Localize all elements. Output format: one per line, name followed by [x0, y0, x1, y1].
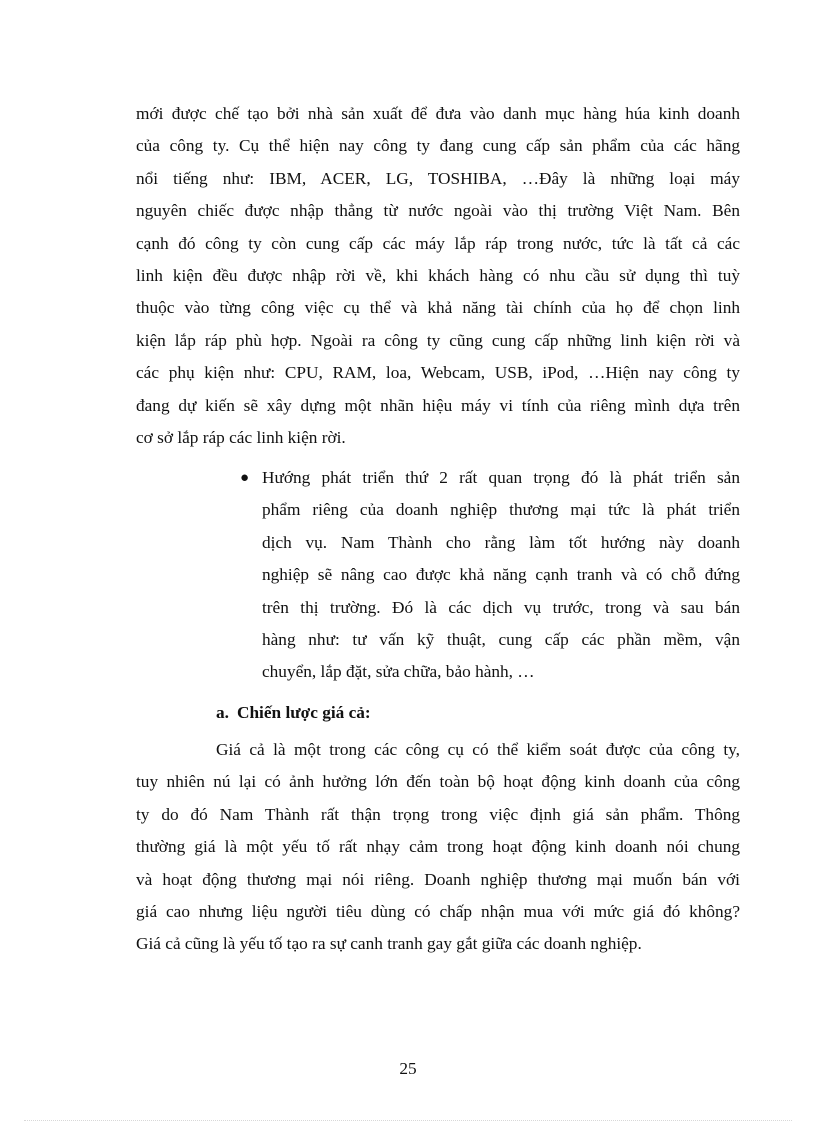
text-line: cạnh đó công ty còn cung cấp các máy lắp ráp trong nước, tức là tất cả các — [136, 233, 740, 253]
body-paragraph-products — [136, 98, 740, 454]
body-paragraph-pricing — [136, 734, 740, 961]
text-line: nghiệp sẽ nâng cao được khả năng cạnh tranh và có chỗ đứng — [262, 565, 740, 585]
text-line: và hoạt động thương mại nói riêng. Doanh nghiệp thương mại muốn bán với — [136, 869, 740, 889]
text-line: của công ty. Cụ thể hiện nay công ty đang cung cấp sản phẩm của các hãng — [136, 136, 740, 156]
text-line: chuyển, lắp đặt, sửa chữa, bảo hành, … — [262, 662, 535, 682]
section-heading-label: a. — [216, 703, 229, 722]
text-line: ty do đó Nam Thành rất thận trọng trong việc định giá sản phẩm. Thông — [136, 804, 740, 824]
text-line: phẩm riêng của doanh nghiệp thương mại tức là phát triển — [262, 500, 740, 520]
text-line: kiện lắp ráp phù hợp. Ngoài ra công ty cũng cung cấp những linh kiện rời và — [136, 330, 740, 350]
text-line: Giá cả là một trong các công cụ có thể kiểm soát được của công ty, — [216, 740, 740, 759]
text-line: trên thị trường. Đó là các dịch vụ trước, trong và sau bán — [262, 597, 740, 617]
text-line: đang dự kiến sẽ xây dựng một nhãn hiệu máy vi tính của riêng mình dựa trên — [136, 395, 740, 415]
text-line: thuộc vào từng công việc cụ thể và khả năng tài chính của họ để chọn linh — [136, 298, 740, 318]
text-line: nguyên chiếc được nhập thẳng từ nước ngoài vào thị trường Việt Nam. Bên — [136, 201, 740, 221]
text-line: giá cao nhưng liệu người tiêu dùng có chấp nhận mua với mức giá đó không? — [136, 901, 740, 921]
text-line: linh kiện đều được nhập rời về, khi khách hàng có nhu cầu sử dụng thì tuỳ — [136, 265, 740, 285]
section-heading — [216, 697, 371, 729]
bullet-item-services — [240, 462, 740, 689]
text-line: cơ sở lắp ráp các linh kiện rời. — [136, 427, 346, 447]
text-line: tuy nhiên nú lại có ảnh hưởng lớn đến toàn bộ hoạt động kinh doanh của công — [136, 772, 740, 792]
text-line: dịch vụ. Nam Thành cho rằng làm tốt hướng này doanh — [262, 532, 740, 552]
text-line: mới được chế tạo bởi nhà sản xuất để đưa vào danh mục hàng húa kinh doanh — [136, 104, 740, 123]
page-number: 25 — [399, 1059, 417, 1078]
text-line: thường giá là một yếu tố rất nhạy cảm trong hoạt động kinh doanh nói chung — [136, 837, 740, 857]
text-line: Hướng phát triển thứ 2 rất quan trọng đó là phát triển sản — [262, 468, 740, 487]
text-line: nổi tiếng như: IBM, ACER, LG, TOSHIBA, …Đây là những loại máy — [136, 168, 740, 188]
text-line: Giá cả cũng là yếu tố tạo ra sự canh tranh gay gắt giữa các doanh nghiệp. — [136, 934, 642, 954]
page-footer-divider — [24, 1120, 792, 1121]
text-line: các phụ kiện như: CPU, RAM, loa, Webcam, USB, iPod, …Hiện nay công ty — [136, 363, 740, 383]
text-line: hàng như: tư vấn kỹ thuật, cung cấp các phần mềm, vận — [262, 629, 740, 649]
bullet-dot-icon: ● — [240, 470, 250, 486]
section-heading-title: Chiến lược giá cả: — [236, 703, 371, 722]
